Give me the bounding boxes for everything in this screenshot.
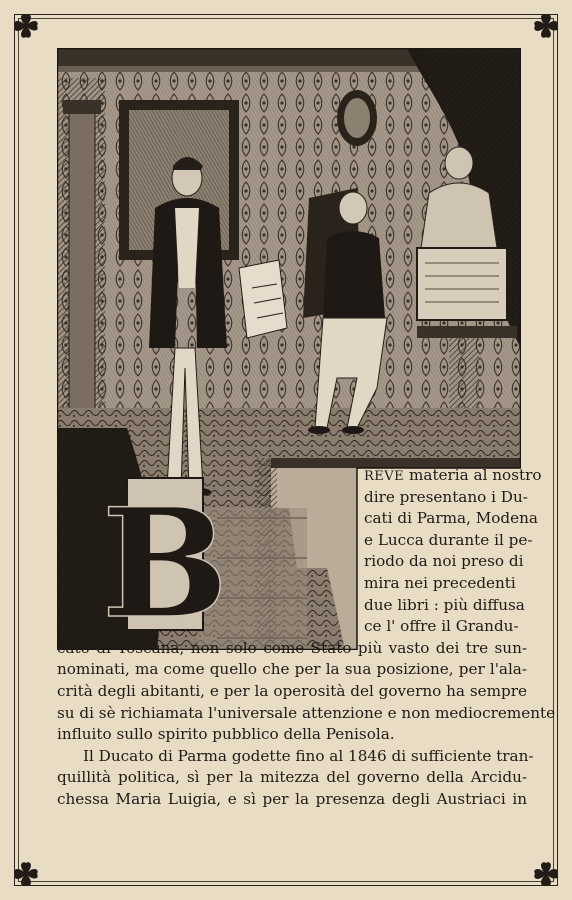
corner-ornament-icon: [529, 857, 563, 891]
text-line: quillità politica, sì per la mitezza del governo della Arcidu-: [57, 768, 527, 787]
text-line: [364, 465, 542, 487]
paragraph-1-full: [57, 638, 556, 746]
line-text: e Lucca durante il pe-: [364, 530, 533, 549]
line-text: riodo da noi preso di: [364, 552, 524, 571]
text-line: cato di Toscana, non solo come Stato più vasto dei tre sun-: [57, 638, 527, 657]
corner-ornament-icon: [529, 9, 563, 43]
text-line: influito sullo spirito pubblico della Penisola.: [57, 725, 395, 744]
line-text: ce l' offre il Grandu-: [364, 617, 519, 636]
text-line: chessa Maria Luigia, e sì per la presenza degli Austriaci in: [57, 789, 527, 808]
text-line: [364, 616, 527, 638]
corner-ornament-icon: [9, 857, 43, 891]
text-line: [364, 595, 527, 617]
text-line: [364, 573, 527, 595]
lead-word: REVE: [364, 469, 405, 484]
drop-cap-letter: B: [101, 476, 229, 650]
paragraph-2: [57, 746, 534, 811]
body-text: [57, 465, 556, 811]
text-line: [364, 508, 538, 530]
text-line: su di sè richiamata l'universale attenzione e non mediocremente: [57, 703, 556, 722]
text-line: [364, 551, 527, 573]
line-text: due libri : più diffusa: [364, 595, 525, 614]
paragraph-1-wrapped: [57, 465, 542, 638]
text-line: crità degli abitanti, e per la operosità del governo ha sempre: [57, 681, 527, 700]
line-text: mira nei precedenti: [364, 573, 516, 592]
line-text: dire presentano i Du-: [364, 487, 528, 506]
text-line: [364, 530, 533, 552]
text-line: [364, 487, 527, 509]
text-line: Il Ducato di Parma godette fino al 1846 di sufficiente tran-: [83, 746, 534, 765]
text-line: nominati, ma come quello che per la sua posizione, per l'ala-: [57, 660, 527, 679]
line-text: materia al nostro: [404, 466, 542, 484]
corner-ornament-icon: [9, 9, 43, 43]
line-text: cati di Parma, Modena: [364, 509, 538, 528]
